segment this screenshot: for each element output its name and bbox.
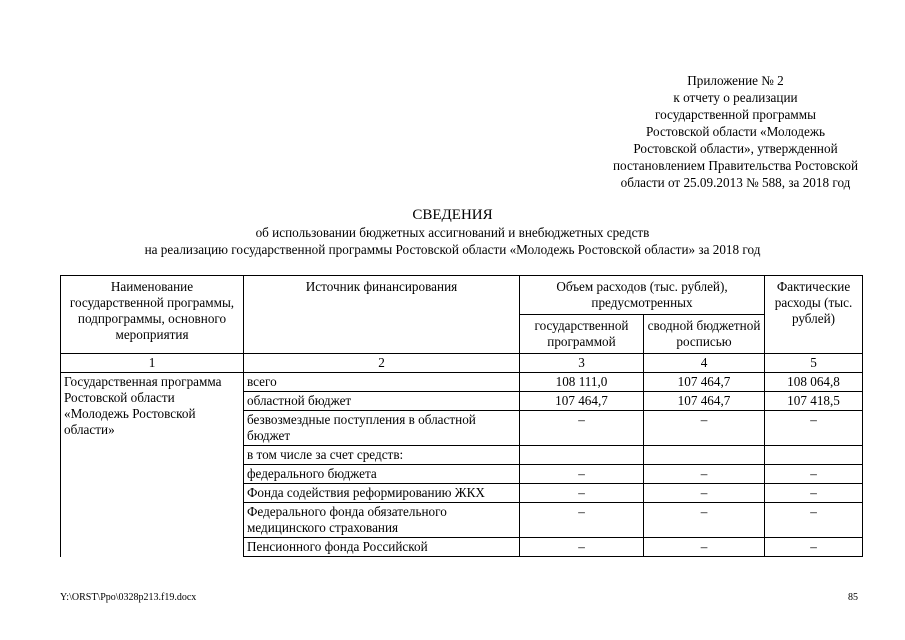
actual-cell <box>765 446 863 465</box>
planned-program-cell <box>520 446 644 465</box>
page-number: 85 <box>848 592 858 603</box>
header-program-name: Наименование государственной программы, подпрограммы, основного мероприятия <box>61 276 244 354</box>
column-number: 4 <box>644 354 765 373</box>
source-cell: областной бюджет <box>244 392 520 411</box>
source-cell: Фонда содействия реформированию ЖКХ <box>244 484 520 503</box>
source-cell: всего <box>244 373 520 392</box>
source-cell: Пенсионного фонда Российской <box>244 538 520 557</box>
planned-program-cell: – <box>520 538 644 557</box>
appendix-line: Ростовской области «Молодежь <box>646 124 825 139</box>
header-source: Источник финансирования <box>244 276 520 354</box>
column-number: 1 <box>61 354 244 373</box>
column-number: 2 <box>244 354 520 373</box>
planned-program-cell: 107 464,7 <box>520 392 644 411</box>
actual-cell: – <box>765 411 863 446</box>
source-cell: безвозмездные поступления в областной бюджет <box>244 411 520 446</box>
planned-schedule-cell: 107 464,7 <box>644 373 765 392</box>
appendix-line: государственной программы <box>655 107 816 122</box>
document-subtitle: на реализацию государственной программы Ростовской области «Молодежь Ростовской области» за 2018 год <box>144 242 761 257</box>
source-cell: Федерального фонда обязательного медицинского страхования <box>244 503 520 538</box>
planned-schedule-cell: – <box>644 465 765 484</box>
actual-cell: – <box>765 484 863 503</box>
column-number-row <box>61 354 863 373</box>
appendix-line: постановлением Правительства Ростовской <box>613 158 858 173</box>
planned-program-cell: – <box>520 484 644 503</box>
actual-cell: – <box>765 538 863 557</box>
planned-program-cell: – <box>520 411 644 446</box>
planned-program-cell: – <box>520 503 644 538</box>
header-state-program: государственной программой <box>520 315 644 354</box>
appendix-line: Ростовской области», утвержденной <box>633 141 838 156</box>
actual-cell: 108 064,8 <box>765 373 863 392</box>
source-cell: федерального бюджета <box>244 465 520 484</box>
appendix-line: Приложение № 2 <box>687 73 784 88</box>
document-title: СВЕДЕНИЯ <box>412 207 493 223</box>
actual-cell: – <box>765 503 863 538</box>
planned-program-cell: 108 111,0 <box>520 373 644 392</box>
appendix-line: к отчету о реализации <box>673 90 798 105</box>
planned-schedule-cell <box>644 446 765 465</box>
planned-schedule-cell: – <box>644 484 765 503</box>
planned-schedule-cell: – <box>644 538 765 557</box>
header-planned-volume: Объем расходов (тыс. рублей), предусмотренных <box>520 276 765 315</box>
header-actual-expenses: Фактические расходы (тыс. рублей) <box>765 276 863 354</box>
file-path: Y:\ORST\Ppo\0328p213.f19.docx <box>60 592 197 603</box>
appendix-block <box>613 72 858 191</box>
planned-schedule-cell: – <box>644 503 765 538</box>
program-name-cell: Государственная программа Ростовской области «Молодежь Ростовской области» <box>61 373 244 557</box>
planned-program-cell: – <box>520 465 644 484</box>
expenditure-table <box>60 275 863 557</box>
document-heading <box>0 206 905 258</box>
planned-schedule-cell: 107 464,7 <box>644 392 765 411</box>
column-number: 5 <box>765 354 863 373</box>
column-number: 3 <box>520 354 644 373</box>
actual-cell: – <box>765 465 863 484</box>
appendix-line: области от 25.09.2013 № 588, за 2018 год <box>620 175 851 190</box>
header-row <box>61 276 863 315</box>
source-cell: в том числе за счет средств: <box>244 446 520 465</box>
document-subtitle: об использовании бюджетных ассигнований и внебюджетных средств <box>255 225 650 240</box>
table-row <box>61 373 863 392</box>
actual-cell: 107 418,5 <box>765 392 863 411</box>
planned-schedule-cell: – <box>644 411 765 446</box>
header-budget-schedule: сводной бюджетной росписью <box>644 315 765 354</box>
